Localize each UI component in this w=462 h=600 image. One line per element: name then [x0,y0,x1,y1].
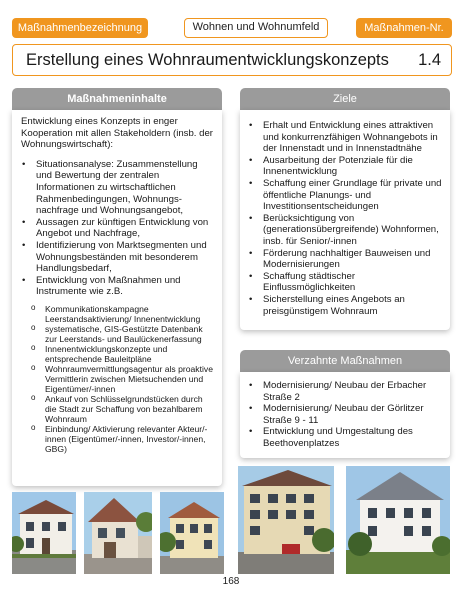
goals-panel [240,110,450,330]
sublist-item: o Wohnraumvermittlungsagentur als proaktive Vermittlerin zwischen Mietsuchenden und Eigentümer/-innen [31,364,215,394]
list-item: • Berücksichtigung von (generationsübergreifende) Wohnformen, insb. für Senior/-innen [248,213,444,248]
apartment-photo-1 [238,466,334,574]
measure-number-label: Maßnahmen-Nr. [356,18,452,38]
sublist-item: o systematische, GIS-Gestützte Datenbank zur Leerstands- und Baulückenerfassung [31,324,215,344]
measure-title: Erstellung eines Wohnraumentwicklungskonzepts [26,50,389,69]
house-photo-2 [84,492,152,574]
page-number: 168 [222,576,240,587]
house-photo-1 [12,492,76,574]
apartment-photo-2 [346,466,450,574]
contents-heading: Maßnahmeninhalte [12,88,222,110]
list-item: • Aussagen zur künftigen Entwicklung von Angebot und Nachfrage, [21,217,215,240]
list-item: • Sicherstellung eines Angebots an preisgünstigem Wohnraum [248,294,444,317]
linked-list [248,380,444,450]
contents-intro: Entwicklung eines Konzepts in enger Kooperation mit allen Stakeholdern (insb. der Wohnungswirtschaft): [21,116,213,151]
house-photo-3 [160,492,224,574]
list-item: • Schaffung städtischer Einflussmöglichkeiten [248,271,444,294]
list-item: • Entwicklung und Umgestaltung des Beethovenplatzes [248,426,444,449]
list-item: • Schaffung einer Grundlage für private und öffentliche Planungs- und Investitionsentscheidungen [248,178,444,213]
title-box [12,44,452,76]
goals-heading: Ziele [240,88,450,110]
contents-list [21,159,215,298]
linked-measures-panel [240,372,450,458]
list-item: • Erhalt und Entwicklung eines attraktiven und konkurrenzfähigen Wohnangebots in der Innenstadt und in Innenstadtnähe [248,120,444,155]
list-item: • Entwicklung von Maßnahmen und Instrumente wie z.B. [21,275,215,298]
sublist-item: o Einbindung/ Aktivierung relevanter Akteur/-innen (Eigentümer/-innen, Investor/-innen, GBG) [31,424,215,454]
category-label: Wohnen und Wohnumfeld [184,18,328,38]
contents-panel [12,110,222,486]
sublist-item: o Kommunikationskampagne Leerstandsaktivierung/ Innenentwicklung [31,304,215,324]
list-item: • Modernisierung/ Neubau der Görlitzer Straße 9 - 11 [248,403,444,426]
measure-name-label: Maßnahmenbezeichnung [12,18,148,38]
list-item: • Situationsanalyse: Zusammenstellung und Bewertung der zentralen Informationen zu wirtschaftlichen Rahmenbedingungen, Wohnungs-nachfrage und Wohnungsangebot, [21,159,215,217]
measure-number: 1.4 [418,50,441,69]
list-item: • Ausarbeitung der Potenziale für die Innenentwicklung [248,155,444,178]
list-item: • Modernisierung/ Neubau der Erbacher Straße 2 [248,380,444,403]
sublist-item: o Ankauf von Schlüsselgrundstücken durch die Stadt zur Schaffung von bezahlbarem Wohnraum [31,394,215,424]
list-item: • Identifizierung von Marktsegmenten und Wohnungsbeständen mit besonderem Handlungsbedarf, [21,240,215,275]
goals-list [248,120,444,317]
linked-measures-heading: Verzahnte Maßnahmen [240,350,450,372]
sublist-item: o Innenentwicklungskonzepte und entsprechende Bauleitpläne [31,344,215,364]
contents-sublist [21,304,215,454]
list-item: • Förderung nachhaltiger Bauweisen und Modernisierungen [248,248,444,271]
